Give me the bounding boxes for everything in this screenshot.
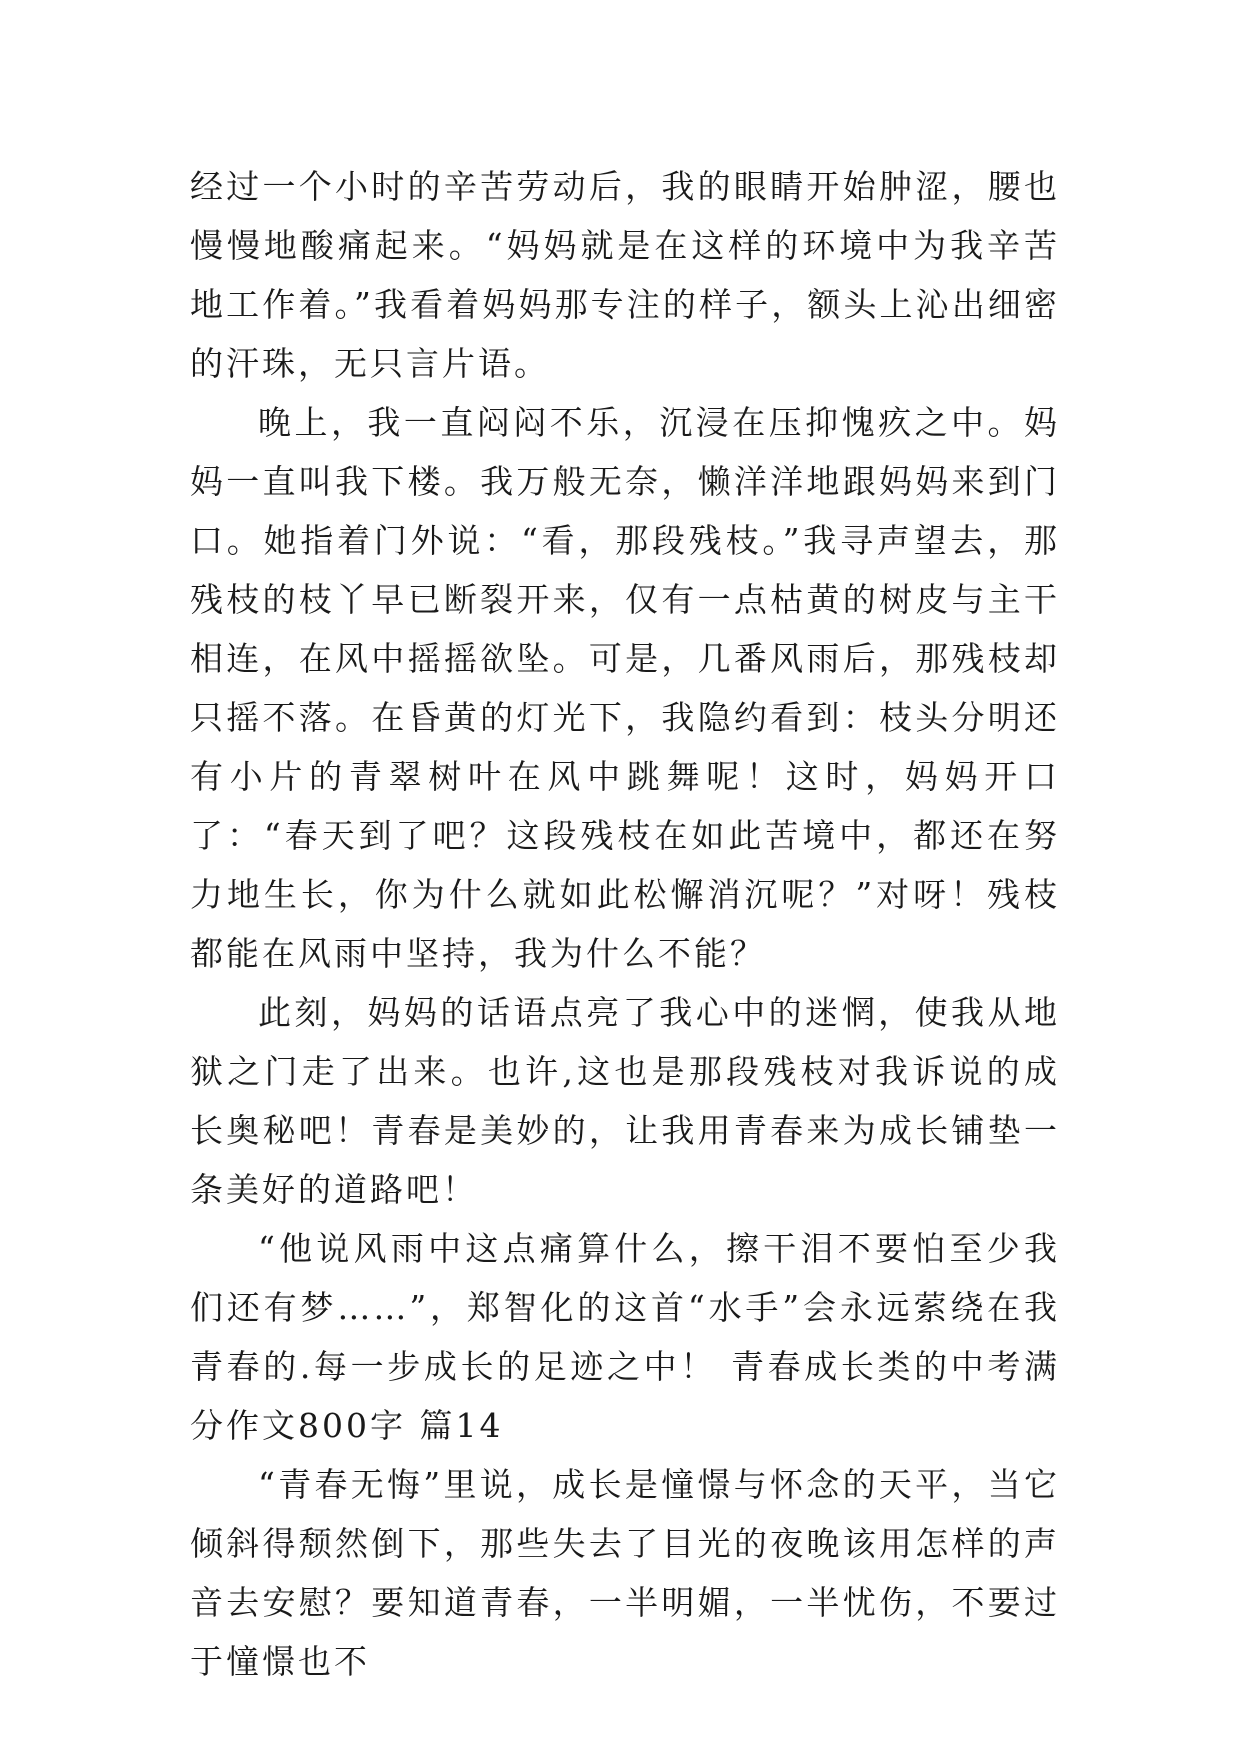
paragraph-5: “青春无悔”里说，成长是憧憬与怀念的天平，当它倾斜得颓然倒下，那些失去了目光的夜晚该用怎样的声音去安慰？要知道青春，一半明媚，一半忧伤，不要过于憧憬也不 xyxy=(190,1465,1060,1681)
paragraph-3: 此刻，妈妈的话语点亮了我心中的迷惘，使我从地狱之门走了出来。也许,这也是那段残枝对我诉说的成长奥秘吧！青春是美妙的，让我用青春来为成长铺垫一条美好的道路吧！ xyxy=(190,993,1060,1209)
paragraph-1: 经过一个小时的辛苦劳动后，我的眼睛开始肿涩，腰也慢慢地酸痛起来。“妈妈就是在这样的环境中为我辛苦地工作着。”我看着妈妈那专注的样子，额头上沁出细密的汗珠，无只言片语。 xyxy=(190,167,1060,383)
paragraph-4: “他说风雨中这点痛算什么，擦干泪不要怕至少我们还有梦……”，郑智化的这首“水手”会永远萦绕在我青春的.每一步成长的足迹之中！ 青春成长类的中考满分作文800字 篇14 xyxy=(190,1229,1060,1445)
paragraph-2: 晚上，我一直闷闷不乐，沉浸在压抑愧疚之中。妈妈一直叫我下楼。我万般无奈，懒洋洋地跟妈妈来到门口。她指着门外说：“看，那段残枝。”我寻声望去，那残枝的枝丫早已断裂开来，仅有一点枯黄的树皮与主干相连，在风中摇摇欲坠。可是，几番风雨后，那残枝却只摇不落。在昏黄的灯光下，我隐约看到：枝头分明还有小片的青翠树叶在风中跳舞呢！这时，妈妈开口了：“春天到了吧？这段残枝在如此苦境中，都还在努力地生长，你为什么就如此松懈消沉呢？”对呀！残枝都能在风雨中坚持，我为什么不能？ xyxy=(190,403,1060,973)
document-body xyxy=(190,157,1060,1691)
